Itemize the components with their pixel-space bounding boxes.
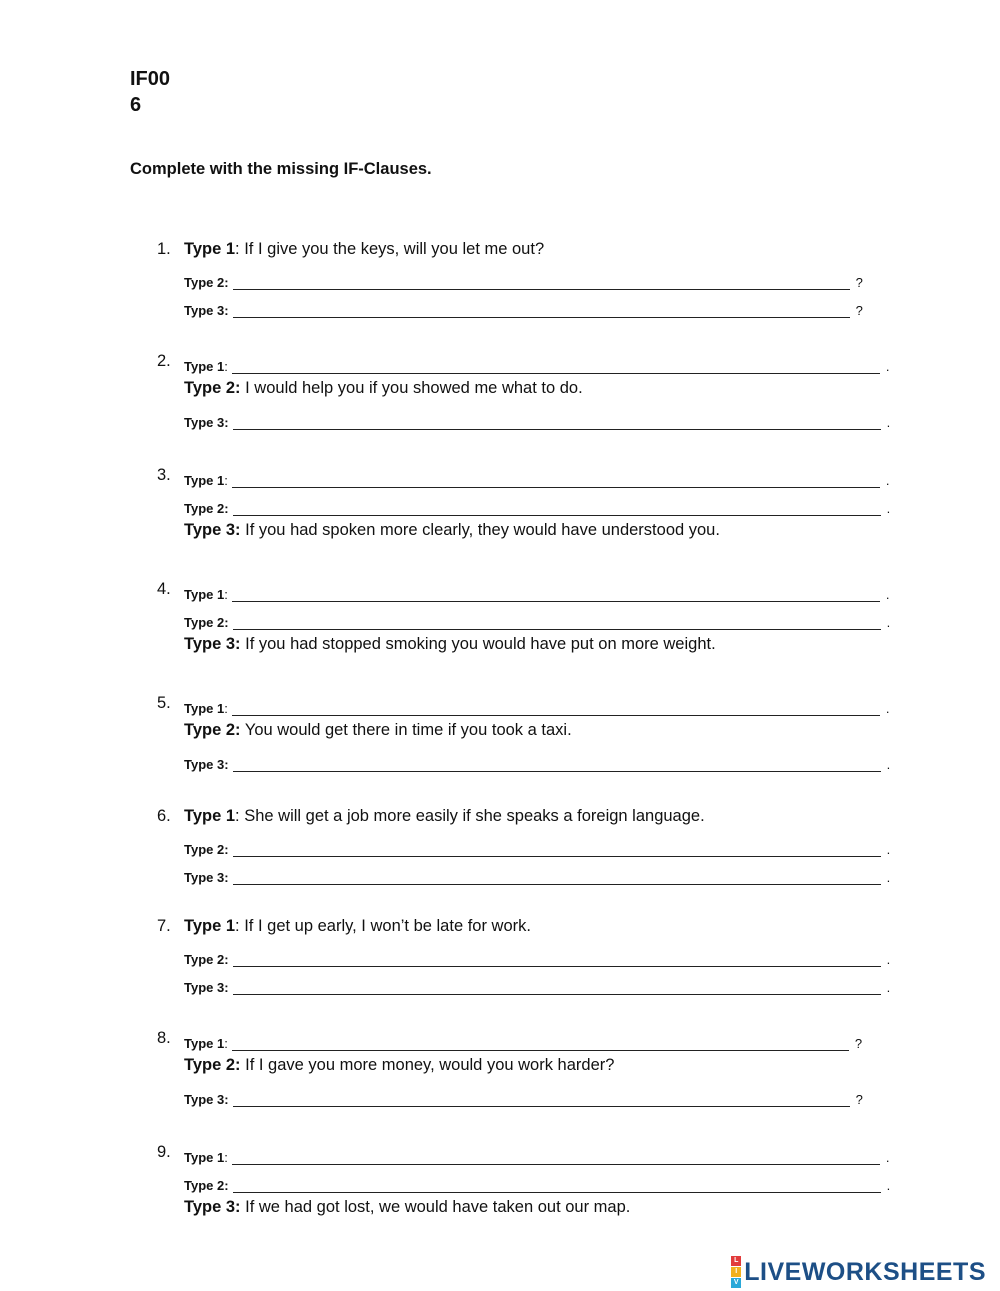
answer-blank[interactable] — [233, 842, 881, 857]
label-separator: : — [235, 807, 240, 825]
end-punctuation: . — [886, 415, 891, 430]
sentence-text: She will get a job more easily if she speaks a foreign language. — [239, 807, 705, 825]
label-colon: : — [224, 473, 228, 488]
answer-row — [184, 468, 889, 488]
type-label-text: Type 2: — [184, 952, 229, 967]
type-label-text: Type 3: — [184, 870, 229, 885]
answer-blank[interactable] — [232, 1150, 880, 1165]
end-punctuation: ? — [855, 303, 863, 318]
answer-row — [184, 1087, 863, 1107]
label-colon: : — [224, 701, 228, 716]
logo-text: LIVEWORKSHEETS — [744, 1257, 986, 1286]
item-number: 3. — [157, 466, 171, 484]
end-punctuation: ? — [855, 275, 863, 290]
type-label — [184, 359, 232, 374]
answer-row — [184, 582, 889, 602]
end-punctuation: . — [885, 701, 890, 716]
label-colon: : — [224, 1150, 228, 1165]
type-label — [184, 615, 233, 630]
item-number: 7. — [157, 917, 171, 935]
type-label-text: Type 2: — [184, 1178, 229, 1193]
type-label — [184, 842, 233, 857]
end-punctuation: . — [886, 842, 891, 857]
end-punctuation: . — [886, 870, 891, 885]
type-label: Type 2: — [184, 1056, 241, 1074]
given-sentence — [184, 521, 720, 541]
item-number: 2. — [157, 352, 171, 370]
answer-blank[interactable] — [233, 757, 881, 772]
worksheet-code — [130, 66, 170, 118]
type-label: Type 1 — [184, 807, 236, 825]
end-punctuation: . — [886, 757, 891, 772]
label-colon: : — [224, 359, 228, 374]
given-sentence — [184, 240, 544, 260]
type-label — [184, 1036, 232, 1051]
sentence-text: If I gave you more money, would you work harder? — [240, 1056, 615, 1074]
answer-blank[interactable] — [233, 303, 850, 318]
end-punctuation: . — [886, 980, 891, 995]
type-label-text: Type 2: — [184, 275, 229, 290]
type-label: Type 2: — [184, 721, 241, 739]
type-label — [184, 980, 233, 995]
logo-blocks-icon — [731, 1256, 741, 1288]
end-punctuation: . — [886, 501, 891, 516]
label-separator: : — [235, 240, 240, 258]
logo-block-i: I — [731, 1267, 741, 1277]
given-sentence — [184, 1056, 614, 1076]
item-number: 4. — [157, 580, 171, 598]
answer-blank[interactable] — [233, 980, 881, 995]
type-label: Type 1 — [184, 240, 236, 258]
label-separator: : — [235, 917, 240, 935]
answer-blank[interactable] — [232, 701, 880, 716]
type-label — [184, 473, 232, 488]
sentence-text: If you had spoken more clearly, they would have understood you. — [240, 521, 720, 539]
worksheet-code-line1: IF00 — [130, 68, 171, 90]
type-label-text: Type 1 — [184, 1036, 225, 1051]
end-punctuation: . — [885, 1150, 890, 1165]
given-sentence — [184, 917, 531, 937]
type-label-text: Type 3: — [184, 757, 229, 772]
type-label: Type 3: — [184, 521, 241, 539]
answer-blank[interactable] — [232, 1036, 849, 1051]
type-label — [184, 501, 233, 516]
answer-row — [184, 354, 889, 374]
end-punctuation: . — [885, 473, 890, 488]
logo-block-v: V — [731, 1278, 741, 1288]
type-label — [184, 952, 233, 967]
liveworksheets-logo — [731, 1256, 986, 1288]
given-sentence — [184, 635, 716, 655]
type-label — [184, 587, 232, 602]
answer-blank[interactable] — [232, 473, 880, 488]
instructions: Complete with the missing IF-Clauses. — [130, 160, 432, 178]
answer-row — [184, 752, 890, 772]
answer-blank[interactable] — [233, 1178, 881, 1193]
answer-blank[interactable] — [233, 952, 881, 967]
type-label-text: Type 2: — [184, 615, 229, 630]
answer-row — [184, 270, 863, 290]
end-punctuation: . — [886, 615, 891, 630]
answer-row — [184, 947, 890, 967]
type-label — [184, 701, 232, 716]
answer-blank[interactable] — [232, 359, 880, 374]
end-punctuation: ? — [855, 1092, 863, 1107]
item-number: 8. — [157, 1029, 171, 1047]
answer-row — [184, 410, 890, 430]
type-label-text: Type 3: — [184, 415, 229, 430]
answer-blank[interactable] — [233, 501, 881, 516]
answer-row — [184, 1173, 890, 1193]
sentence-text: If you had stopped smoking you would have put on more weight. — [240, 635, 716, 653]
label-colon: : — [224, 587, 228, 602]
label-colon: : — [224, 1036, 228, 1051]
answer-blank[interactable] — [232, 587, 880, 602]
sentence-text: If I get up early, I won’t be late for work. — [239, 917, 531, 935]
type-label-text: Type 3: — [184, 1092, 229, 1107]
sentence-text: I would help you if you showed me what to do. — [240, 379, 583, 397]
type-label — [184, 415, 233, 430]
type-label-text: Type 1 — [184, 473, 225, 488]
sentence-text: If I give you the keys, will you let me out? — [239, 240, 545, 258]
answer-row — [184, 865, 890, 885]
answer-blank[interactable] — [233, 275, 850, 290]
type-label-text: Type 1 — [184, 1150, 225, 1165]
end-punctuation: ? — [854, 1036, 863, 1051]
answer-blank[interactable] — [233, 615, 881, 630]
sentence-text: If we had got lost, we would have taken out our map. — [240, 1198, 631, 1216]
end-punctuation: . — [885, 587, 890, 602]
answer-row — [184, 496, 890, 516]
given-sentence — [184, 379, 583, 399]
answer-row — [184, 1031, 862, 1051]
end-punctuation: . — [886, 1178, 891, 1193]
item-number: 5. — [157, 694, 171, 712]
type-label-text: Type 1 — [184, 701, 225, 716]
answer-row — [184, 610, 890, 630]
answer-row — [184, 298, 863, 318]
type-label — [184, 870, 233, 885]
type-label-text: Type 1 — [184, 359, 225, 374]
type-label: Type 3: — [184, 1198, 241, 1216]
answer-row — [184, 696, 889, 716]
type-label — [184, 1150, 232, 1165]
item-number: 9. — [157, 1143, 171, 1161]
type-label: Type 1 — [184, 917, 236, 935]
item-number: 1. — [157, 240, 171, 258]
worksheet-code-line2: 6 — [130, 94, 142, 116]
answer-row — [184, 837, 890, 857]
answer-blank[interactable] — [233, 1092, 850, 1107]
type-label-text: Type 2: — [184, 842, 229, 857]
type-label-text: Type 1 — [184, 587, 225, 602]
type-label: Type 2: — [184, 379, 241, 397]
type-label — [184, 275, 233, 290]
answer-blank[interactable] — [233, 415, 881, 430]
type-label-text: Type 3: — [184, 303, 229, 318]
logo-block-l: L — [731, 1256, 741, 1266]
type-label: Type 3: — [184, 635, 241, 653]
type-label-text: Type 3: — [184, 980, 229, 995]
type-label — [184, 303, 233, 318]
answer-row — [184, 1145, 889, 1165]
item-number: 6. — [157, 807, 171, 825]
answer-row — [184, 975, 890, 995]
end-punctuation: . — [886, 952, 891, 967]
given-sentence — [184, 1198, 630, 1218]
type-label — [184, 757, 233, 772]
type-label — [184, 1178, 233, 1193]
end-punctuation: . — [885, 359, 890, 374]
sentence-text: You would get there in time if you took a taxi. — [240, 721, 572, 739]
type-label — [184, 1092, 233, 1107]
given-sentence — [184, 807, 705, 827]
answer-blank[interactable] — [233, 870, 881, 885]
type-label-text: Type 2: — [184, 501, 229, 516]
given-sentence — [184, 721, 572, 741]
